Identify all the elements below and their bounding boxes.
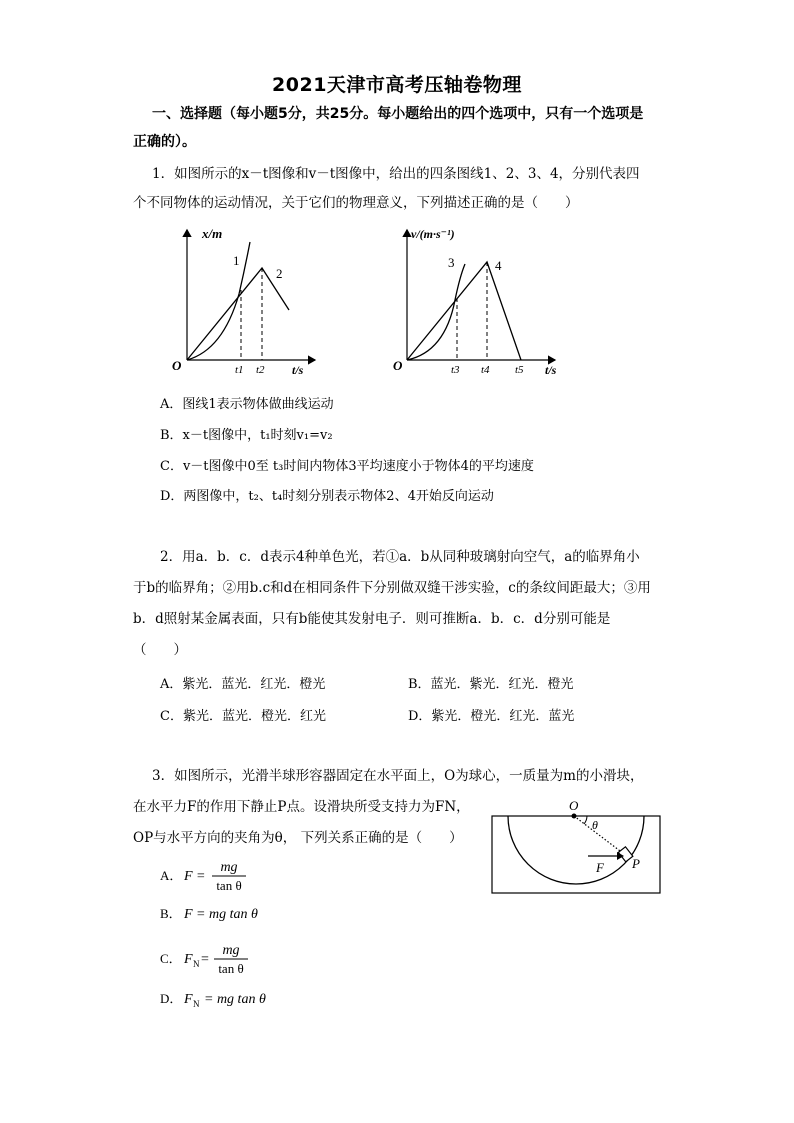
page-title: 2021天津市高考压轴卷物理 — [272, 74, 522, 96]
label-p: P — [632, 856, 640, 871]
q3-option-c-lhs: F — [184, 952, 193, 967]
q2-option-c: C．紫光．蓝光．橙光．红光 — [160, 709, 326, 724]
q3-option-b — [158, 900, 318, 926]
q3-option-c-den: tan θ — [218, 961, 244, 976]
q2-stem-line1: 2．用a．b．c．d表示4种单色光，若①a．b从同种玻璃射向空气，a的临界角小 — [160, 549, 640, 565]
vt-y-label: v/(m·s⁻¹) — [411, 227, 455, 241]
q2-stem-line3: b．d照射某金属表面，只有b能使其发射电子．则可推断a．b．c．d分别可能是 — [133, 611, 611, 627]
q3-option-c-prefix: C． — [160, 951, 182, 966]
xt-label-1: 1 — [233, 253, 240, 268]
theta-arc — [584, 816, 587, 824]
q1-option-c: C．v－t图像中0至 t₃时间内物体3平均速度小于物体4的平均速度 — [160, 459, 534, 474]
q1-option-a: A．图线1表示物体做曲线运动 — [160, 397, 334, 412]
q3-stem-line3: OP与水平方向的夹角为θ， 下列关系正确的是（ ） — [133, 830, 463, 846]
q3-option-b-expr: F = mg tan θ — [184, 907, 258, 922]
q2-option-b: B．蓝光．紫光．红光．橙光 — [408, 677, 574, 692]
q3-stem-line1: 3．如图所示，光滑半球形容器固定在水平面上，O为球心，一质量为m的小滑块， — [152, 768, 644, 784]
q3-option-c-num: mg — [222, 943, 240, 958]
xt-origin: O — [172, 358, 182, 373]
q3-option-a-lhs: F = — [184, 869, 206, 884]
q2-stem-line4: （ ） — [133, 642, 187, 658]
q1-stem-line2: 个不同物体的运动情况，关于它们的物理意义，下列描述正确的是（ ） — [133, 195, 579, 211]
xt-tick-t1: t1 — [235, 364, 244, 376]
q2-stem-line2: 于b的临界角；②用b.c和d在相同条件下分别做双缝干涉实验，c的条纹间距最大；③用 — [133, 580, 651, 596]
vt-label-3: 3 — [448, 255, 455, 270]
q3-option-a — [158, 855, 298, 895]
q3-stem-line2: 在水平力F的作用下静止P点。设滑块所受支持力为FN， — [133, 799, 470, 815]
q3-option-c-sub: N — [193, 959, 200, 969]
q3-option-d-prefix: D． — [160, 991, 183, 1006]
q3-option-d-lhs: F — [184, 992, 193, 1007]
vt-origin: O — [393, 358, 403, 373]
q3-option-a-prefix: A． — [160, 868, 183, 883]
q3-option-a-den: tan θ — [216, 878, 242, 893]
q1-option-d: D．两图像中，t₂、t₄时刻分别表示物体2、4开始反向运动 — [160, 489, 494, 504]
q1-vt-graph — [385, 220, 565, 380]
container-outline — [492, 816, 660, 893]
q3-hemisphere-figure — [490, 796, 662, 896]
xt-tick-t2: t2 — [256, 364, 265, 376]
q1-option-b: B．x－t图像中，t₁时刻v₁=v₂ — [160, 428, 333, 443]
vt-line-4 — [407, 262, 521, 360]
xt-y-label: x/m — [202, 226, 223, 241]
label-o: O — [569, 798, 579, 813]
q1-xt-graph — [165, 220, 325, 380]
vt-tick-t4: t4 — [481, 364, 490, 376]
xt-x-label: t/s — [292, 363, 304, 377]
xt-line-2 — [187, 268, 289, 360]
label-theta: θ — [592, 818, 598, 832]
section-header-line1: 一、选择题（每小题5分，共25分。每小题给出的四个选项中，只有一个选项是 — [152, 106, 644, 122]
vt-label-4: 4 — [495, 258, 502, 273]
q3-option-a-num: mg — [220, 860, 238, 875]
q3-option-b-prefix: B． — [160, 906, 182, 921]
q2-option-d: D．紫光．橙光．红光．蓝光 — [408, 709, 575, 724]
vt-x-label: t/s — [545, 363, 557, 377]
q1-stem-line1: 1．如图所示的x－t图像和v－t图像中，给出的四条图线1、2、3、4，分别代表四 — [152, 166, 640, 182]
xt-label-2: 2 — [276, 266, 283, 281]
q2-option-a: A．紫光．蓝光．红光．橙光 — [160, 677, 326, 692]
q3-option-d-sub: N — [193, 999, 200, 1009]
label-f: F — [596, 860, 604, 875]
vt-tick-t3: t3 — [451, 364, 460, 376]
q3-option-d — [158, 985, 328, 1011]
vt-curve-3 — [407, 264, 465, 360]
section-header-line2: 正确的）。 — [133, 134, 196, 150]
q3-option-c-eq: = — [201, 952, 209, 967]
q3-option-c — [158, 937, 298, 979]
q3-option-d-rhs: = mg tan θ — [204, 992, 266, 1007]
vt-tick-t5: t5 — [515, 364, 524, 376]
